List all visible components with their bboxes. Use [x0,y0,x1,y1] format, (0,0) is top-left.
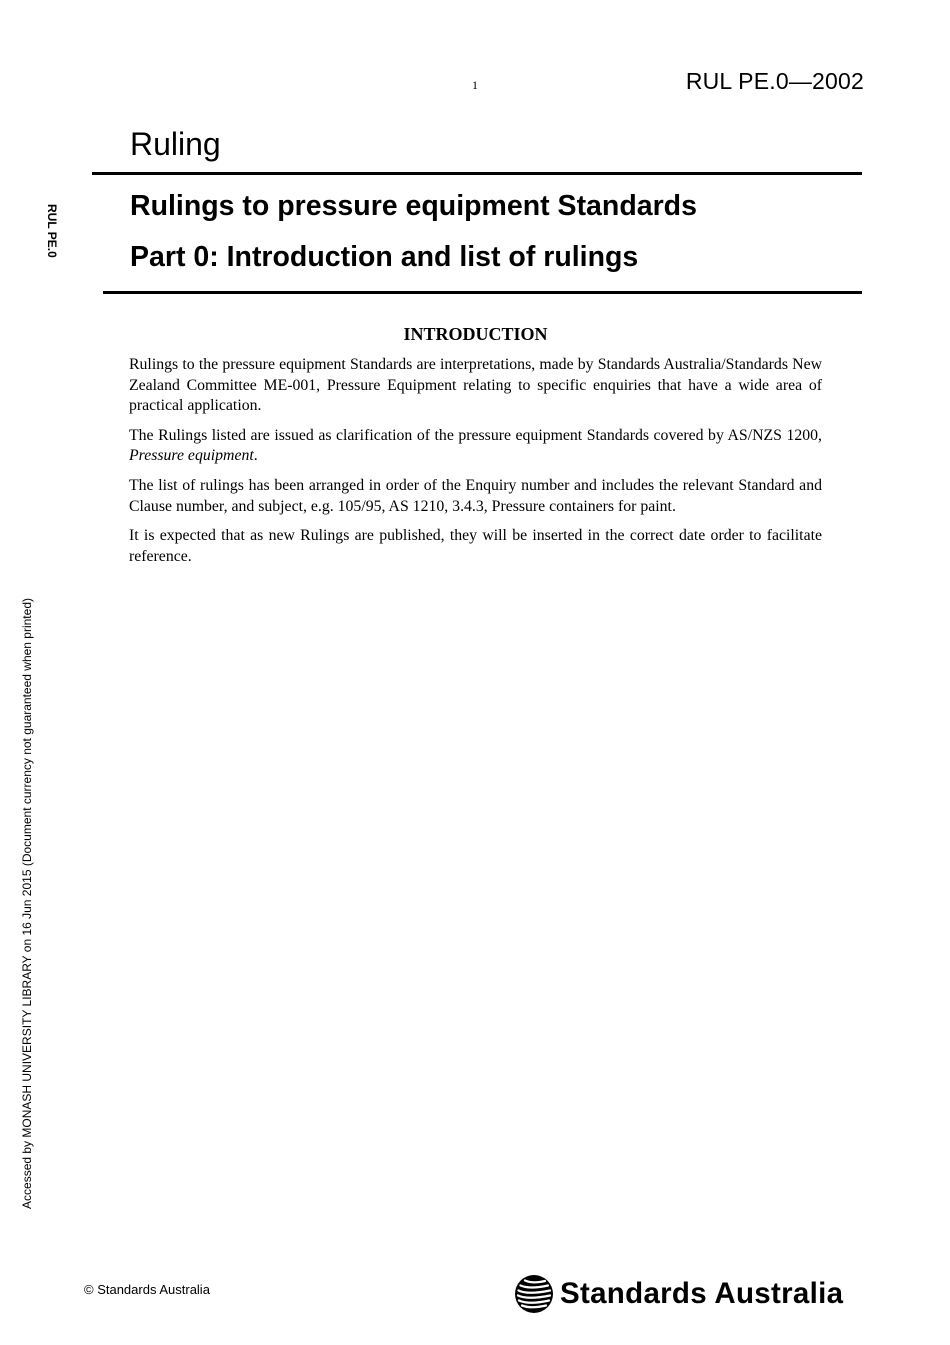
paragraph-2 [129,426,822,467]
access-note: Accessed by MONASH UNIVERSITY LIBRARY on 16 Jun 2015 (Document currency not guaranteed when printed) [20,598,34,1209]
page-number: 1 [472,78,478,92]
paragraph-4: It is expected that as new Rulings are published, they will be inserted in the correct date order to facilitate reference. [129,527,822,565]
copyright-notice: © Standards Australia [84,1282,210,1297]
paragraph-1: Rulings to the pressure equipment Standards are interpretations, made by Standards Australia/Standards New Zealand Committee ME-001, Pressure Equipment relating to specific enquiries that have a wide area of practical application. [129,356,822,415]
top-divider [92,172,862,175]
paragraph-2-italic: Pressure equipment [129,447,254,465]
document-type: Ruling [130,126,221,162]
standards-australia-logo-icon [514,1274,554,1314]
paragraph-3: The list of rulings has been arranged in order of the Enquiry number and includes the relevant Standard and Clause number, and subject, e.g. 105/95, AS 1210, 3.4.3, Pressure containers for paint. [129,476,822,515]
section-heading: INTRODUCTION [403,324,548,344]
standards-australia-logo [514,1274,843,1314]
logo-text: Standards Australia [560,1277,844,1310]
document-subtitle: Part 0: Introduction and list of rulings [130,241,639,273]
side-document-code: RUL PE.0 [45,204,59,258]
paragraph-2-text: The Rulings listed are issued as clarification of the pressure equipment Standards covered by AS/NZS 1200, [129,426,822,444]
introduction-body [129,355,822,576]
title-divider [103,291,862,294]
document-title: Rulings to pressure equipment Standards [130,190,697,222]
document-code: RUL PE.0—2002 [685,68,864,94]
paragraph-2-end: . [253,447,258,465]
